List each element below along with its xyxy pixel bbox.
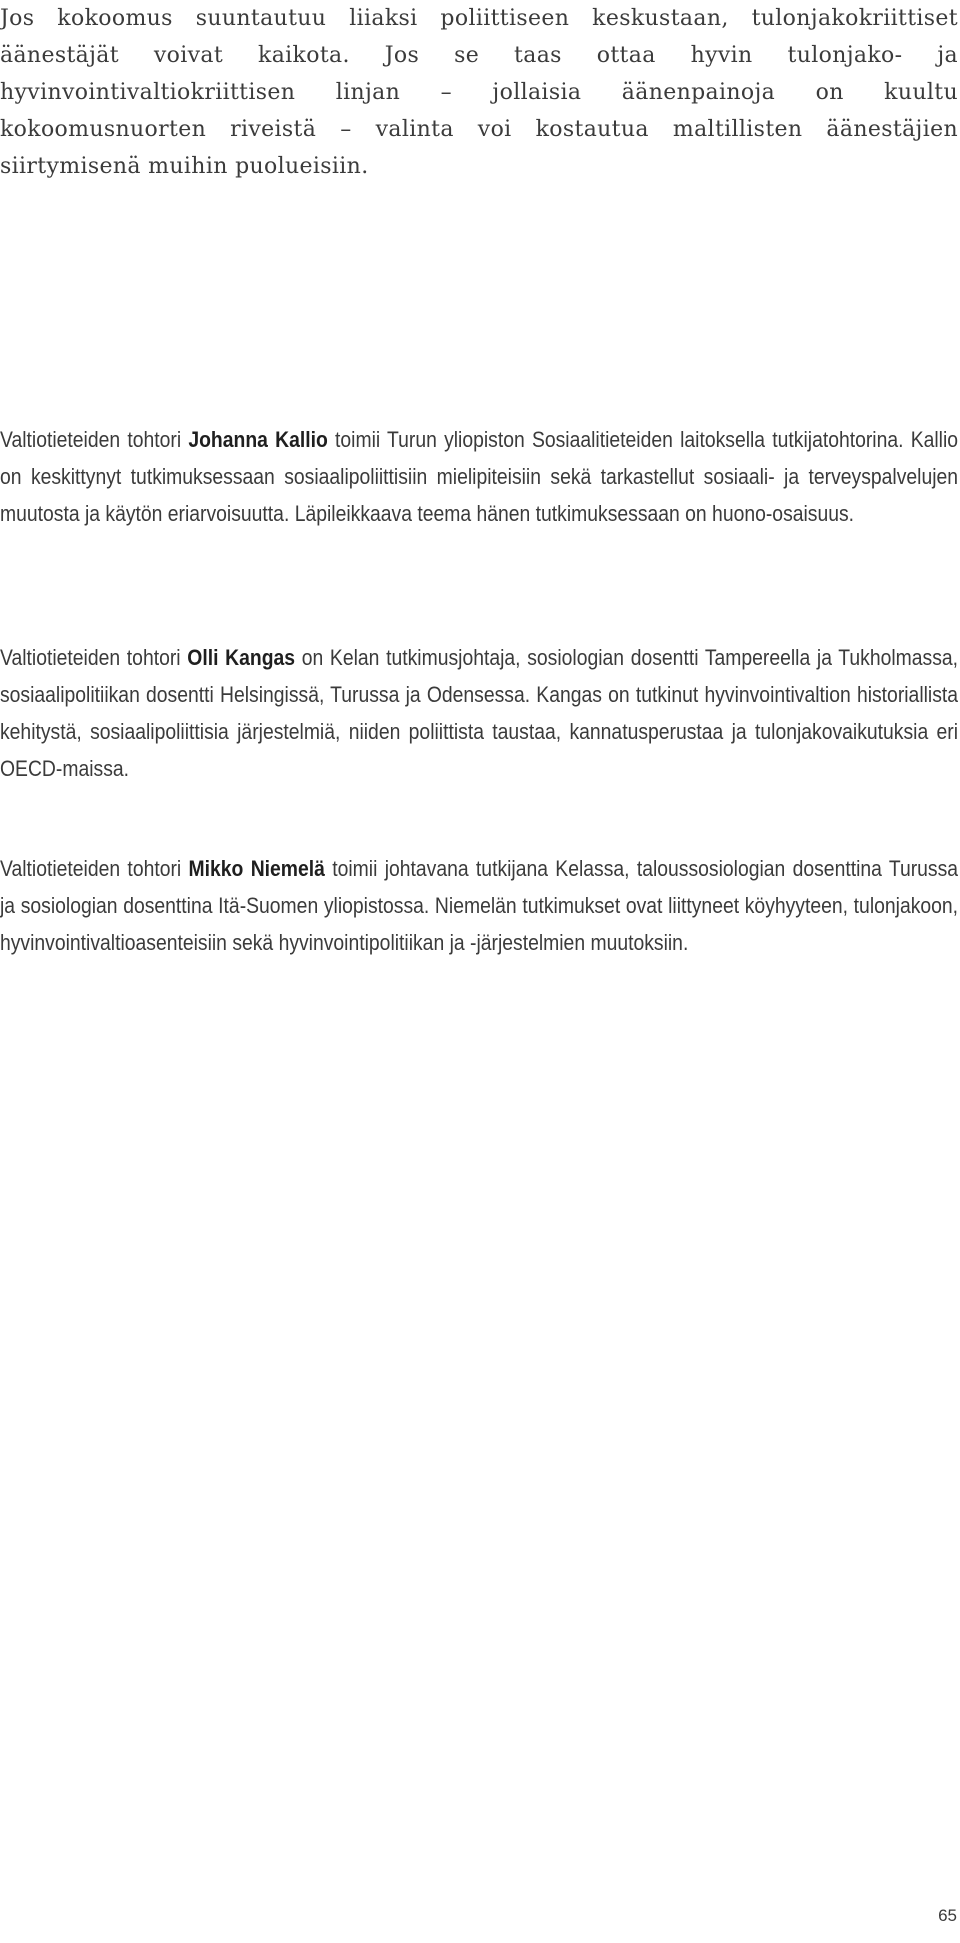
author-name: Johanna Kallio [188,427,328,452]
bio-prefix: Valtiotieteiden tohtori [0,427,189,452]
bio-text: on Kelan tutkimusjohtaja, sosiologian dosentti Tampereella ja Tukholmassa, sosiaalipolitiikan dosentti Helsingissä, Turussa ja Odensessa. Kangas on tutkinut hyvinvointivaltion historiallista kehitystä, sosiaalipoliittisia järjestelmiä, niiden poliittista taustaa, kannatusperustaa ja tulonjakovaikutuksia eri OECD-maissa. [0,645,959,781]
bio-text: toimii johtavana tutkijana Kelassa, taloussosiologian dosenttina Turussa ja sosiologian dosenttina Itä-Suomen yliopistossa. Niemelän tutkimukset ovat liittyneet köyhyyteen, tulonjakoon, hyvinvointivaltioasenteisiin sekä hyvinvointipolitiikan ja -järjestelmien muutoksiin. [0,856,959,955]
intro-paragraph: Jos kokoomus suuntautuu liiaksi poliittiseen keskustaan, tulonjakokriittiset äänestäjät voivat kaikota. Jos se taas ottaa hyvin tulonjako- ja hyvinvointivaltiokriittisen linjan – jollaisia äänenpainoja on kuultu kokoomusnuorten riveistä – valinta voi kostautua maltillisten äänestäjien siirtymisenä muihin puolueisiin. [0,6,958,179]
bio-prefix: Valtiotieteiden tohtori [0,856,189,881]
author-bio-kangas [0,639,958,787]
author-bio-kallio [0,421,958,532]
author-bio-niemela [0,850,958,961]
bio-text: toimii Turun yliopiston Sosiaalitieteiden laitoksella tutkijatohtorina. Kallio on keskittynyt tutkimuksessaan sosiaalipoliittisiin mielipiteisiin sekä tarkastellut sosiaali- ja terveyspalvelujen muutosta ja käytön eriarvoisuutta. Läpileikkaava teema hänen tutkimuksessaan on huono-osaisuus. [0,427,959,526]
author-name: Olli Kangas [187,645,296,670]
author-name: Mikko Niemelä [188,856,325,881]
bio-prefix: Valtiotieteiden tohtori [0,645,188,670]
page-number: 65 [938,1906,957,1925]
